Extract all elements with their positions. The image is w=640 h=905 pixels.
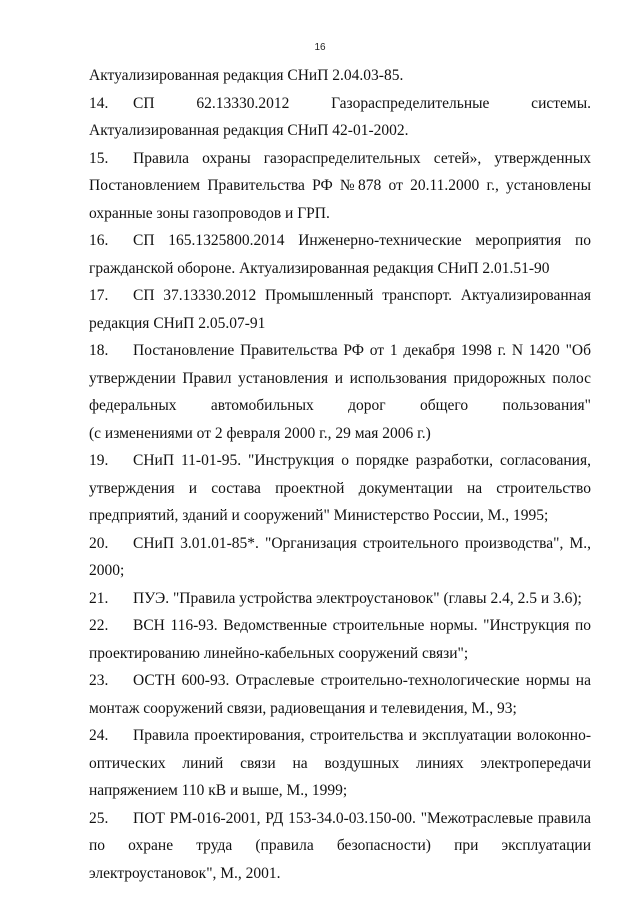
item-text: СП 37.13330.2012 Промышленный транспорт. Актуализированная редакция СНиП 2.05.07-91 bbox=[89, 287, 591, 332]
reference-item-18 bbox=[89, 337, 591, 447]
item-text: ПОТ РМ-016-2001, РД 153-34.0-03.150-00. "Межотраслевые правила по охране труда (правила безопасности) при эксплуатации электроустановок", М., 2001. bbox=[89, 809, 591, 882]
reference-list bbox=[89, 62, 591, 887]
item-text: Постановление Правительства РФ от 1 декабря 1998 г. N 1420 "Об утверждении Правил установления и использования придорожных полос федеральных автомобильных дорог общего пользования" bbox=[89, 342, 591, 414]
reference-item-14 bbox=[89, 90, 591, 145]
item-text: ВСН 116-93. Ведомственные строительные нормы. "Инструкция по проектированию линейно-кабельных сооружений связи"; bbox=[89, 617, 591, 662]
page-number: 16 bbox=[314, 42, 326, 53]
reference-item-21 bbox=[89, 585, 591, 613]
item-number: 18. bbox=[89, 342, 109, 359]
item-number: 15. bbox=[89, 149, 109, 167]
reference-item-20 bbox=[89, 530, 591, 585]
item-number: 25. bbox=[89, 809, 109, 827]
reference-item-16 bbox=[89, 227, 591, 282]
item-number: 14. bbox=[89, 94, 109, 112]
reference-item-22 bbox=[89, 612, 591, 667]
item-number: 24. bbox=[89, 727, 109, 744]
item-number: 21. bbox=[89, 589, 109, 607]
item-number: 20. bbox=[89, 534, 109, 552]
continuation-line: Актуализированная редакция СНиП 2.04.03-85. bbox=[89, 67, 404, 84]
reference-item-19 bbox=[89, 447, 591, 530]
item-number: 22. bbox=[89, 617, 109, 634]
item-text: СНиП 11-01-95. "Инструкция о порядке разработки, согласования, утверждения и состава проектной документации на строительство предприятий, зданий и сооружений" Министерство России, М., 1995; bbox=[89, 452, 591, 524]
item-number: 17. bbox=[89, 287, 109, 304]
item-number: 16. bbox=[89, 232, 109, 249]
item-text: Правила проектирования, строительства и эксплуатации волоконно-оптических линий связи на воздушных линиях электропередачи напряжением 110 кВ и выше, М., 1999; bbox=[89, 727, 591, 799]
item-text: СП 62.13330.2012 Газораспределительные системы. Актуализированная редакция СНиП 42-01-2002. bbox=[89, 94, 591, 139]
item-text: СНиП 3.01.01-85*. "Организация строительного производства", М., 2000; bbox=[89, 534, 591, 579]
item-number: 19. bbox=[89, 452, 109, 469]
reference-item-25 bbox=[89, 805, 591, 888]
reference-item-17 bbox=[89, 282, 591, 337]
item-extra-text: (с изменениями от 2 февраля 2000 г., 29 мая 2006 г.) bbox=[89, 424, 431, 442]
reference-item-24 bbox=[89, 722, 591, 805]
item-text: Правила охраны газораспределительных сетей», утвержденных Постановлением Правительства РФ №878 от 20.11.2000 г., установлены охранные зоны газопроводов и ГРП. bbox=[89, 149, 591, 222]
reference-item-15 bbox=[89, 145, 591, 228]
item-text: ПУЭ. "Правила устройства электроустановок" (главы 2.4, 2.5 и 3.6); bbox=[133, 589, 582, 607]
item-text: ОСТН 600-93. Отраслевые строительно-технологические нормы на монтаж сооружений связи, радиовещания и телевидения, М., 93; bbox=[89, 672, 591, 717]
item-text: СП 165.1325800.2014 Инженерно-технические мероприятия по гражданской обороне. Актуализированная редакция СНиП 2.01.51-90 bbox=[89, 232, 591, 277]
item-number: 23. bbox=[89, 672, 109, 689]
reference-item-23 bbox=[89, 667, 591, 722]
